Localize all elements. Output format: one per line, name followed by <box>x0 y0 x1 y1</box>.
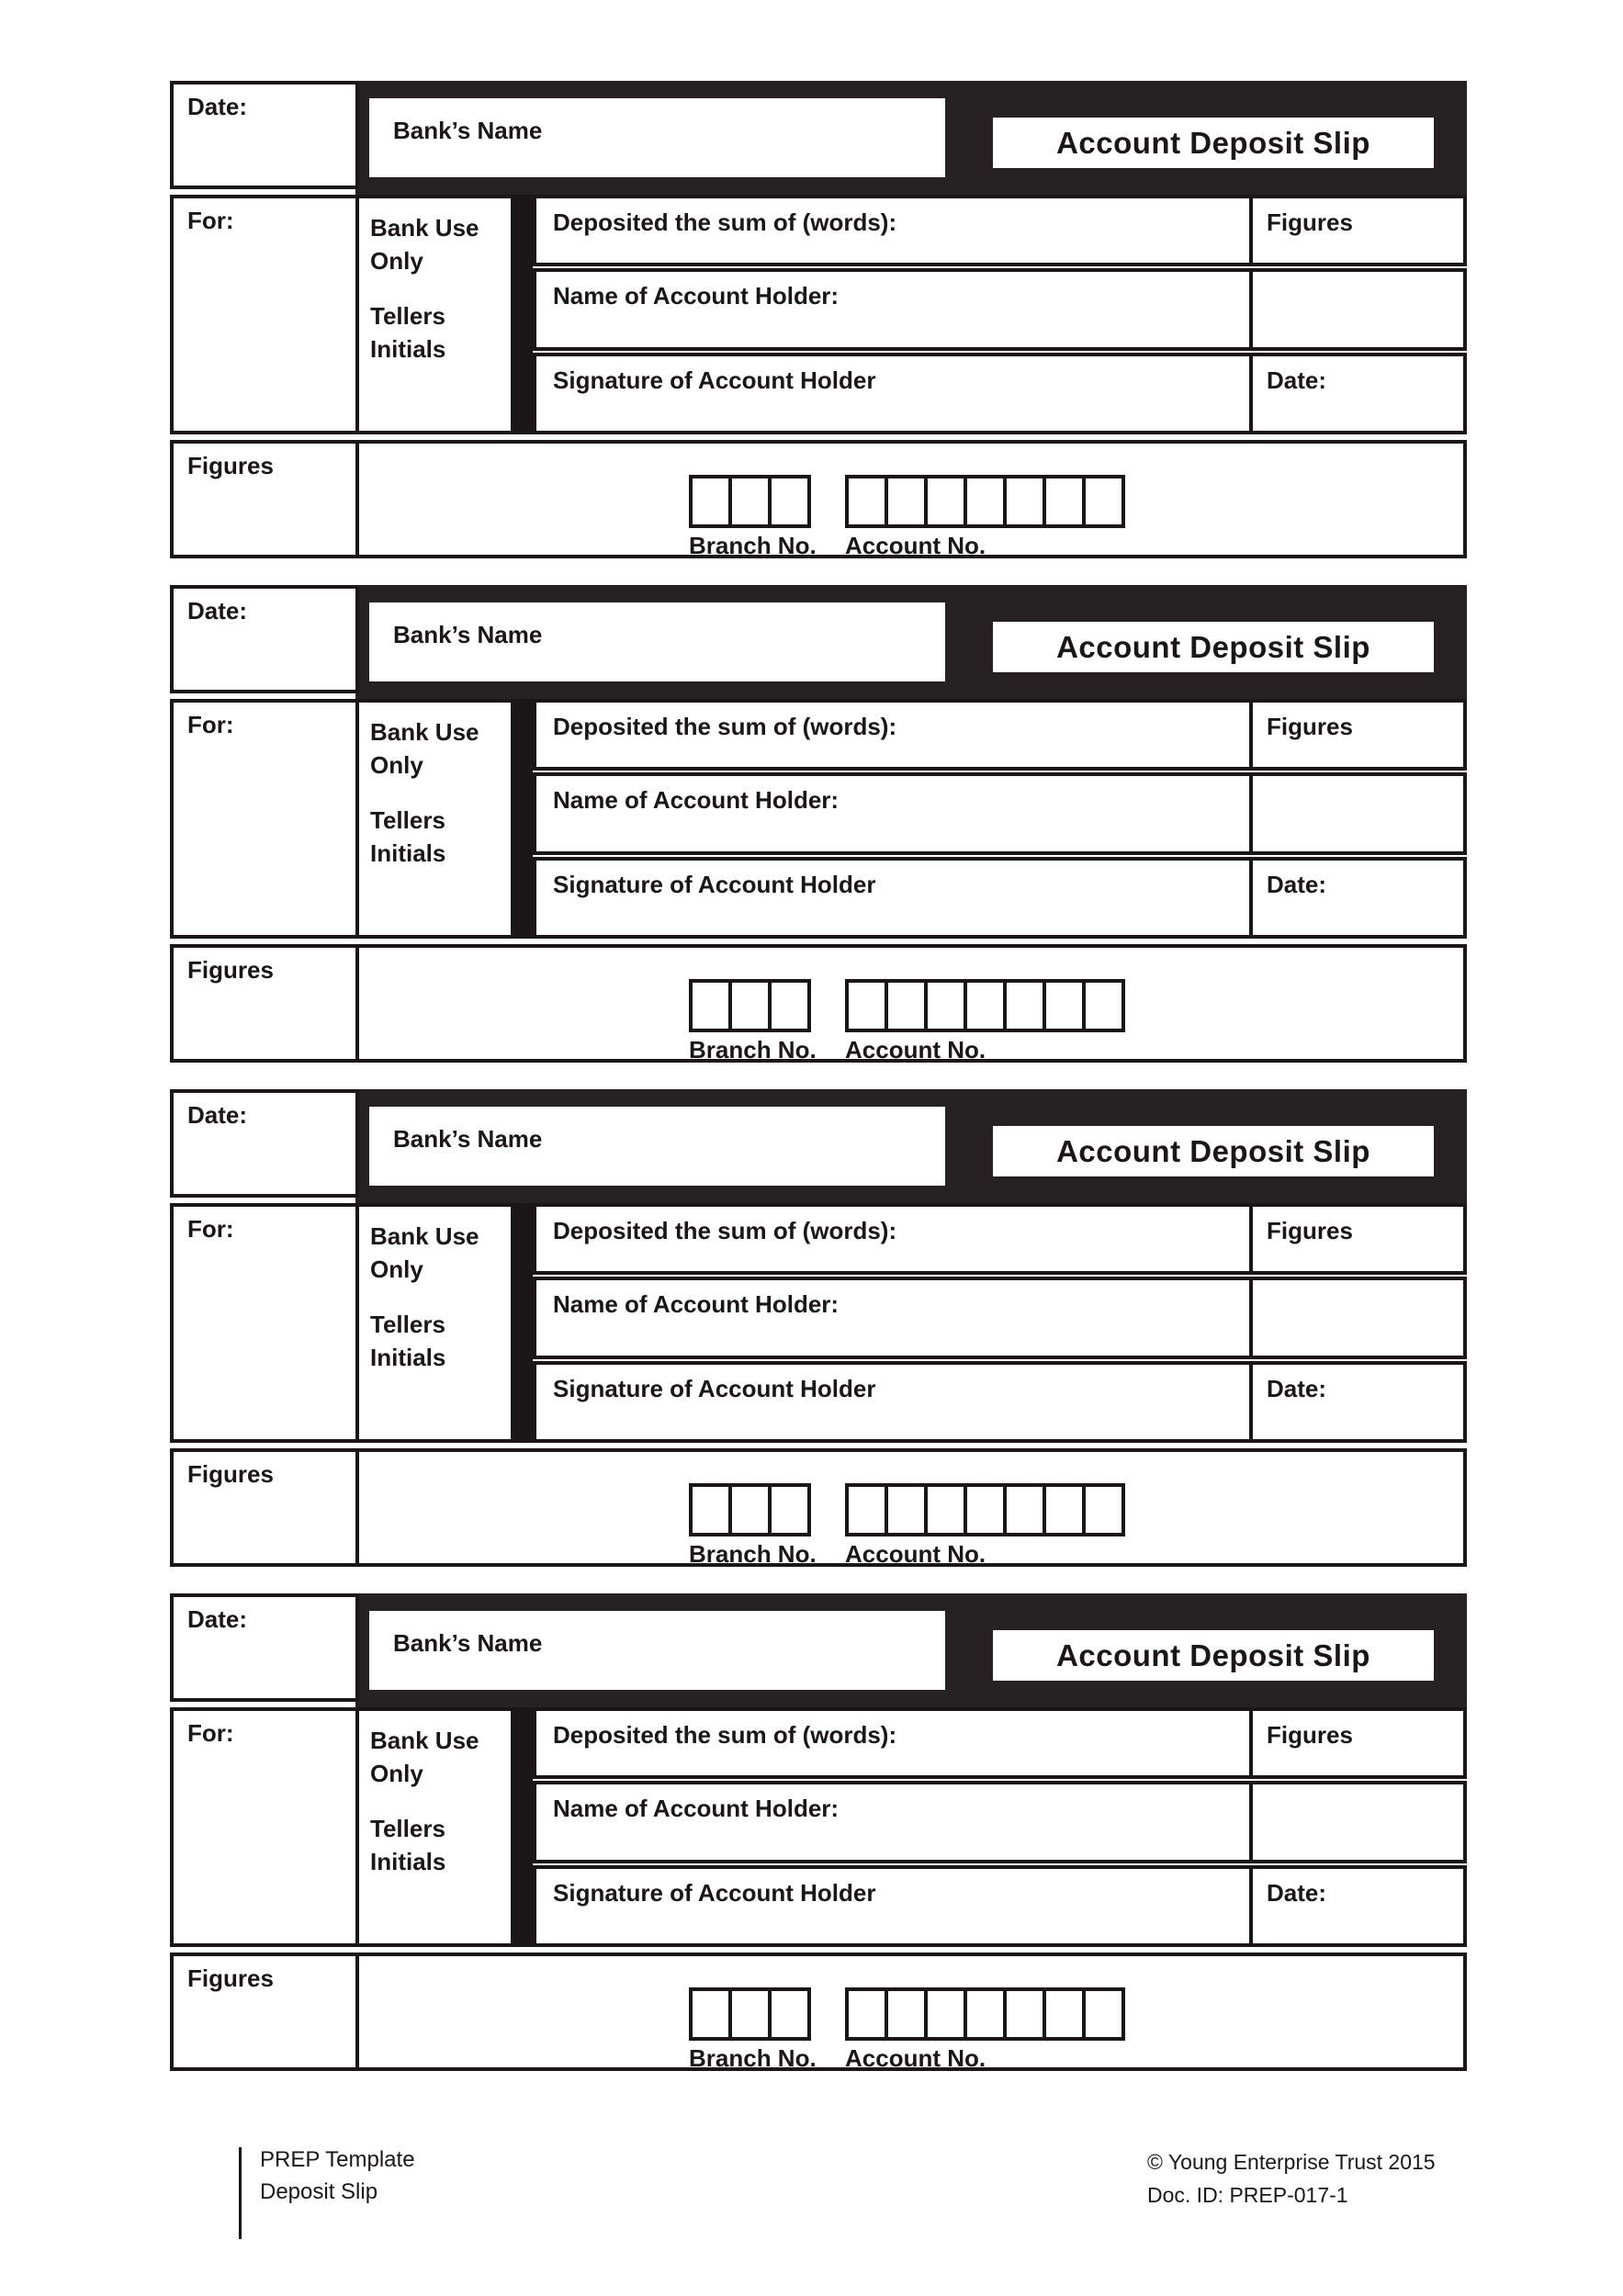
figures-row-cell <box>170 1953 359 2071</box>
account-holder-label: Name of Account Holder: <box>553 1290 840 1318</box>
slip-title: Account Deposit Slip <box>1056 629 1370 664</box>
figures-column-label: Figures <box>1267 713 1353 740</box>
signature-date-cell <box>1249 1365 1463 1439</box>
account-no-box <box>885 1987 928 2041</box>
account-no-box <box>1082 1483 1125 1536</box>
account-no-box <box>964 475 1007 528</box>
bank-name-box <box>369 98 945 177</box>
for-label: For: <box>187 207 234 234</box>
divider-bar <box>514 699 533 939</box>
signature-row <box>533 1361 1467 1443</box>
branch-no-box <box>768 979 811 1032</box>
signature-date-label: Date: <box>1267 1879 1327 1907</box>
branch-no-box <box>728 475 772 528</box>
divider-bar <box>514 1707 533 1947</box>
deposited-row <box>533 195 1467 266</box>
bank-use-cell <box>355 1203 514 1443</box>
for-label: For: <box>187 1215 234 1243</box>
signature-date-label: Date: <box>1267 1375 1327 1402</box>
deposited-row <box>533 699 1467 771</box>
branch-no-box <box>768 1987 811 2041</box>
branch-no-label: Branch No. <box>689 2044 817 2072</box>
date-label: Date: <box>187 597 248 625</box>
account-no-box <box>845 1987 888 2041</box>
figures-empty-cell <box>1249 1280 1463 1356</box>
figures-column-cell <box>1249 1711 1463 1775</box>
branch-no-box-group <box>689 1987 811 2041</box>
account-no-label: Account No. <box>845 532 986 559</box>
account-no-label: Account No. <box>845 1036 986 1064</box>
bank-use-only-label: Bank Use Only <box>370 1727 479 1787</box>
bank-use-only-label: Bank Use Only <box>370 214 479 275</box>
account-no-box <box>1082 1987 1125 2041</box>
account-no-box <box>1082 979 1125 1032</box>
deposited-label: Deposited the sum of (words): <box>553 1217 897 1244</box>
for-cell <box>170 699 359 939</box>
deposit-slip <box>170 1593 1479 2071</box>
amount-boxes-cell <box>355 1953 1467 2071</box>
deposited-row <box>533 1707 1467 1779</box>
branch-no-label: Branch No. <box>689 1036 817 1064</box>
bank-name-label: Bank’s Name <box>393 117 543 144</box>
account-holder-label: Name of Account Holder: <box>553 786 840 814</box>
figures-row-label: Figures <box>187 956 274 984</box>
account-no-box <box>1082 475 1125 528</box>
amount-boxes-cell <box>355 1448 1467 1567</box>
deposit-slip <box>170 1089 1479 1567</box>
title-box <box>993 1126 1434 1176</box>
footer-divider-line <box>239 2147 242 2239</box>
divider-bar <box>514 1203 533 1443</box>
account-no-box-group <box>845 1987 1125 2041</box>
figures-row-cell <box>170 440 359 558</box>
deposited-row <box>533 1203 1467 1275</box>
branch-no-box <box>689 1987 732 2041</box>
amount-boxes-cell <box>355 440 1467 558</box>
bank-name-box <box>369 1107 945 1186</box>
signature-date-label: Date: <box>1267 366 1327 394</box>
account-no-box <box>885 979 928 1032</box>
figures-empty-cell <box>1249 1784 1463 1860</box>
signature-label: Signature of Account Holder <box>553 1879 876 1907</box>
account-no-box <box>924 1987 967 2041</box>
account-no-box <box>964 979 1007 1032</box>
bank-name-box <box>369 602 945 681</box>
account-no-box <box>964 1987 1007 2041</box>
bank-name-label: Bank’s Name <box>393 1629 543 1657</box>
slip-title: Account Deposit Slip <box>1056 1133 1370 1168</box>
footer-doc-id: Doc. ID: PREP-017-1 <box>1147 2183 1348 2207</box>
for-label: For: <box>187 711 234 738</box>
branch-no-box <box>689 475 732 528</box>
deposit-slip <box>170 585 1479 1063</box>
deposited-label: Deposited the sum of (words): <box>553 208 897 236</box>
account-no-box <box>1043 1987 1086 2041</box>
branch-no-box-group <box>689 475 811 528</box>
signature-row <box>533 857 1467 939</box>
signature-row <box>533 353 1467 434</box>
slip-title: Account Deposit Slip <box>1056 125 1370 160</box>
footer-template-type: Deposit Slip <box>260 2179 378 2204</box>
for-cell <box>170 195 359 434</box>
branch-no-box <box>728 1483 772 1536</box>
figures-row-label: Figures <box>187 452 274 479</box>
branch-no-box-group <box>689 1483 811 1536</box>
bank-name-box <box>369 1611 945 1690</box>
account-no-box <box>845 475 888 528</box>
title-box <box>993 622 1434 672</box>
account-no-box-group <box>845 979 1125 1032</box>
branch-no-box <box>728 1987 772 2041</box>
date-cell <box>170 585 359 693</box>
signature-date-cell <box>1249 861 1463 935</box>
figures-row-cell <box>170 1448 359 1567</box>
slip-title: Account Deposit Slip <box>1056 1638 1370 1672</box>
branch-no-label: Branch No. <box>689 532 817 559</box>
account-no-box <box>964 1483 1007 1536</box>
signature-label: Signature of Account Holder <box>553 871 876 898</box>
figures-empty-cell <box>1249 776 1463 851</box>
title-box <box>993 1630 1434 1681</box>
footer-copyright-info <box>1147 2145 1436 2212</box>
branch-no-box <box>728 979 772 1032</box>
figures-column-cell <box>1249 703 1463 767</box>
figures-row-cell <box>170 944 359 1063</box>
signature-date-cell <box>1249 356 1463 431</box>
figures-row-label: Figures <box>187 1964 274 1992</box>
bank-use-only-label: Bank Use Only <box>370 1222 479 1283</box>
signature-row <box>533 1865 1467 1947</box>
tellers-initials-label: Tellers Initials <box>370 806 446 867</box>
branch-no-box <box>768 475 811 528</box>
account-holder-row <box>533 268 1467 351</box>
title-box <box>993 118 1434 168</box>
bank-name-label: Bank’s Name <box>393 621 543 648</box>
bank-use-cell <box>355 699 514 939</box>
account-no-box <box>885 1483 928 1536</box>
branch-no-box <box>689 979 732 1032</box>
divider-bar <box>514 195 533 434</box>
signature-date-label: Date: <box>1267 871 1327 898</box>
figures-column-cell <box>1249 198 1463 263</box>
account-no-box <box>1003 979 1046 1032</box>
account-holder-label: Name of Account Holder: <box>553 1795 840 1822</box>
account-no-box <box>1003 1483 1046 1536</box>
account-no-box <box>1043 475 1086 528</box>
tellers-initials-label: Tellers Initials <box>370 1815 446 1875</box>
account-holder-row <box>533 772 1467 855</box>
date-cell <box>170 81 359 189</box>
account-no-box-group <box>845 1483 1125 1536</box>
account-no-box <box>885 475 928 528</box>
account-holder-row <box>533 1781 1467 1863</box>
deposited-label: Deposited the sum of (words): <box>553 1721 897 1749</box>
figures-column-cell <box>1249 1207 1463 1271</box>
branch-no-box-group <box>689 979 811 1032</box>
branch-no-label: Branch No. <box>689 1540 817 1568</box>
signature-label: Signature of Account Holder <box>553 366 876 394</box>
date-label: Date: <box>187 1101 248 1129</box>
figures-column-label: Figures <box>1267 1721 1353 1749</box>
account-no-box <box>924 979 967 1032</box>
footer-copyright: © Young Enterprise Trust 2015 <box>1147 2150 1436 2174</box>
for-cell <box>170 1707 359 1947</box>
bank-use-cell <box>355 195 514 434</box>
branch-no-box <box>689 1483 732 1536</box>
date-cell <box>170 1089 359 1198</box>
account-no-box <box>924 475 967 528</box>
bank-use-only-label: Bank Use Only <box>370 718 479 779</box>
account-no-label: Account No. <box>845 2044 986 2072</box>
account-no-box <box>1043 979 1086 1032</box>
date-label: Date: <box>187 93 248 120</box>
branch-no-box <box>768 1483 811 1536</box>
deposited-label: Deposited the sum of (words): <box>553 713 897 740</box>
bank-name-label: Bank’s Name <box>393 1125 543 1153</box>
figures-column-label: Figures <box>1267 208 1353 236</box>
tellers-initials-label: Tellers Initials <box>370 1311 446 1371</box>
account-no-box <box>845 1483 888 1536</box>
for-label: For: <box>187 1719 234 1747</box>
slips-container <box>170 81 1479 2071</box>
date-cell <box>170 1593 359 1702</box>
for-cell <box>170 1203 359 1443</box>
deposit-slip <box>170 81 1479 558</box>
account-no-box <box>1003 475 1046 528</box>
account-no-box <box>845 979 888 1032</box>
amount-boxes-cell <box>355 944 1467 1063</box>
account-no-box <box>1003 1987 1046 2041</box>
signature-label: Signature of Account Holder <box>553 1375 876 1402</box>
account-no-box-group <box>845 475 1125 528</box>
footer-template-info <box>260 2144 415 2208</box>
tellers-initials-label: Tellers Initials <box>370 302 446 363</box>
figures-row-label: Figures <box>187 1460 274 1488</box>
account-no-box <box>1043 1483 1086 1536</box>
figures-empty-cell <box>1249 272 1463 347</box>
date-label: Date: <box>187 1605 248 1633</box>
account-no-box <box>924 1483 967 1536</box>
account-no-label: Account No. <box>845 1540 986 1568</box>
account-holder-row <box>533 1277 1467 1359</box>
account-holder-label: Name of Account Holder: <box>553 282 840 310</box>
signature-date-cell <box>1249 1869 1463 1943</box>
bank-use-cell <box>355 1707 514 1947</box>
footer-template-name: PREP Template <box>260 2147 415 2172</box>
figures-column-label: Figures <box>1267 1217 1353 1244</box>
